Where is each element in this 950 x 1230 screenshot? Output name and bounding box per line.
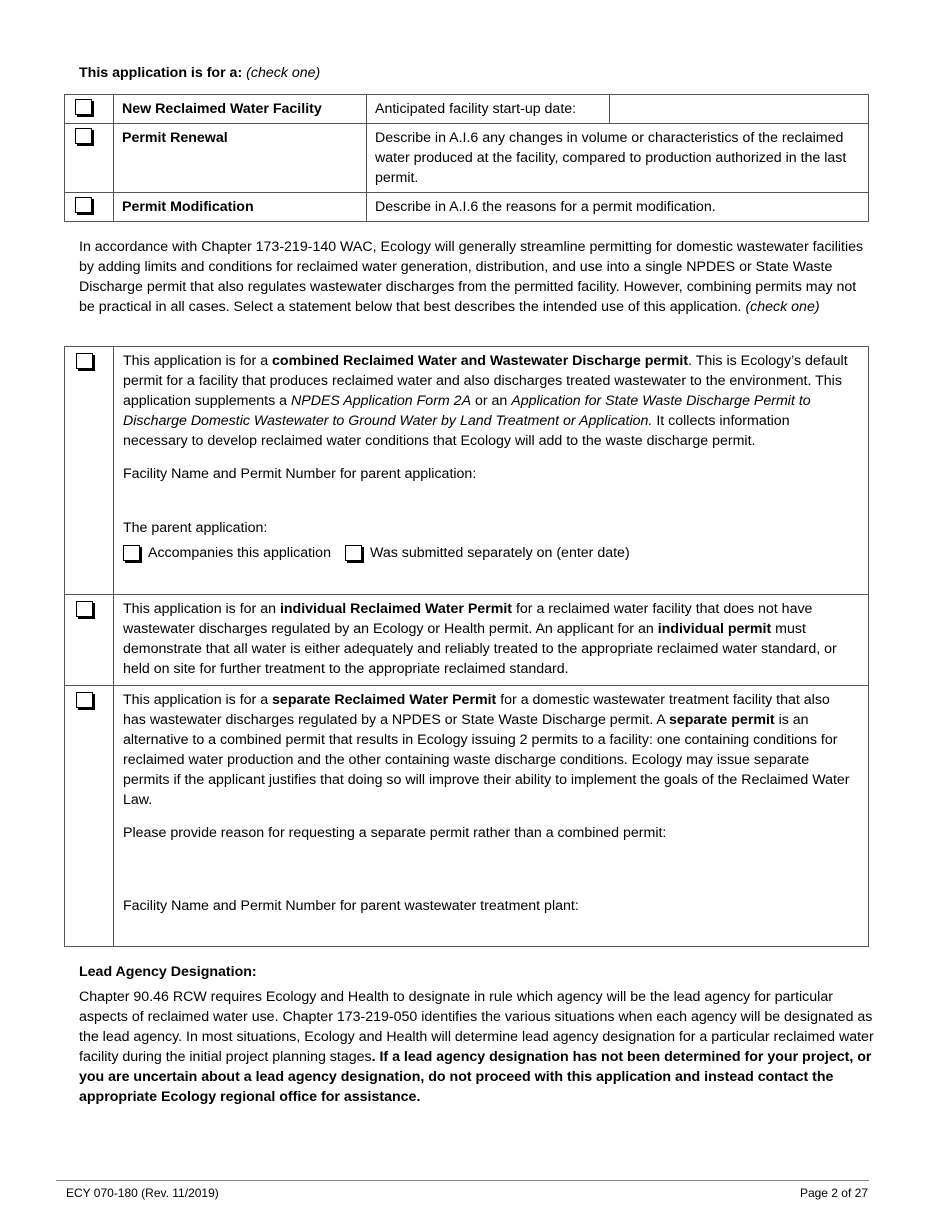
separate-reason-label: Please provide reason for requesting a separate permit rather than a combined permit: <box>123 825 667 841</box>
intro-paragraph: In accordance with Chapter 173-219-140 WAC, Ecology will generally streamline permitting for domestic wastewater facilities by adding limits and conditions for reclaimed water generation, distribution, and use into a single NPDES or State Waste Discharge permit that also regulates wastewater discharges from the permitted facility. However, combining permits may not be practical in all cases. Select a statement below that best describes the intended use of this application. (check one) <box>79 239 864 315</box>
permit-modification-label: Permit Modification <box>114 193 367 222</box>
accompanies-option[interactable]: Accompanies this application <box>123 543 331 563</box>
parent-wwtp-field[interactable] <box>123 916 854 936</box>
parent-wwtp-label: Facility Name and Permit Number for parent wastewater treatment plant: <box>123 898 579 914</box>
table-row <box>65 193 869 222</box>
footer-divider <box>56 1180 869 1181</box>
combined-permit-checkbox[interactable] <box>76 353 93 369</box>
accompanies-checkbox[interactable] <box>123 545 140 561</box>
application-type-table <box>64 94 869 222</box>
table-row <box>65 95 869 124</box>
new-facility-label: New Reclaimed Water Facility <box>114 95 367 124</box>
new-facility-checkbox[interactable] <box>75 99 92 115</box>
table-row <box>65 686 869 947</box>
startup-date-label: Anticipated facility start-up date: <box>367 95 610 124</box>
table-row <box>65 124 869 193</box>
separate-reason-field[interactable] <box>123 843 854 896</box>
application-type-heading: This application is for a: (check one) <box>79 65 321 81</box>
permit-renewal-checkbox[interactable] <box>75 128 92 144</box>
separate-permit-option <box>114 686 869 947</box>
startup-date-field[interactable] <box>610 95 869 124</box>
table-row <box>65 347 869 595</box>
individual-permit-checkbox[interactable] <box>76 601 93 617</box>
table-row <box>65 595 869 686</box>
combined-permit-option <box>114 347 869 595</box>
lead-agency-paragraph: Chapter 90.46 RCW requires Ecology and Health to designate in rule which agency will be the lead agency for particular aspects of reclaimed water use. Chapter 173-219-050 identifies the various situations when each agency will be designated as the lead agency. In most situations, Ecology and Health will determine lead agency designation for a particular reclaimed water facility during the initial project planning stages. If a lead agency designation has not been determined for your project, or you are uncertain about a lead agency designation, do not proceed with this application and instead contact the appropriate Ecology regional office for assistance. <box>79 989 874 1105</box>
submitted-separately-checkbox[interactable] <box>345 545 362 561</box>
permit-renewal-desc: Describe in A.I.6 any changes in volume or characteristics of the reclaimed water produced at the facility, compared to production authorized in the last permit. <box>367 124 869 193</box>
separate-permit-checkbox[interactable] <box>76 692 93 708</box>
parent-application-label: The parent application: <box>123 520 268 536</box>
permit-modification-desc: Describe in A.I.6 the reasons for a permit modification. <box>367 193 869 222</box>
submitted-option[interactable]: Was submitted separately on (enter date) <box>345 543 630 563</box>
page-number: Page 2 of 27 <box>799 1186 868 1200</box>
lead-agency-heading: Lead Agency Designation: <box>79 964 257 980</box>
parent-facility-field[interactable] <box>123 484 854 518</box>
individual-permit-text: This application is for an individual Reclaimed Water Permit for a reclaimed water facility that does not have wastewater discharges regulated by an Ecology or Health permit. An applicant for an individual permit must demonstrate that all water is either adequately and reliably treated to the appropriate reclaimed water standard, or held on site for further treatment to the appropriate reclaimed standard. <box>123 601 837 677</box>
permit-option-table <box>64 346 869 947</box>
permit-modification-checkbox[interactable] <box>75 197 92 213</box>
individual-permit-option <box>114 595 869 686</box>
permit-renewal-label: Permit Renewal <box>114 124 367 193</box>
combined-permit-text: This application is for a combined Reclaimed Water and Wastewater Discharge permit. This is Ecology’s default permit for a facility that produces reclaimed water and also discharges treated wastewater to the environment. This application supplements a NPDES Application Form 2A or an Application for State Waste Discharge Permit to Discharge Domestic Wastewater to Ground Water by Land Treatment or Application. It collects information necessary to develop reclaimed water conditions that Ecology will add to the waste discharge permit. <box>123 353 848 449</box>
parent-facility-label: Facility Name and Permit Number for parent application: <box>123 466 477 482</box>
separate-permit-text: This application is for a separate Reclaimed Water Permit for a domestic wastewater treatment facility that also has wastewater discharges regulated by a NPDES or State Waste Discharge permit. A separate permit is an alternative to a combined permit that results in Ecology issuing 2 permits to a facility: one containing conditions for reclaimed water production and the other containing waste discharge conditions. Ecology may issue separate permits if the applicant justifies that doing so will improve their ability to implement the goals of the Reclaimed Water Law. <box>123 692 850 808</box>
form-id: ECY 070-180 (Rev. 11/2019) <box>66 1186 219 1200</box>
